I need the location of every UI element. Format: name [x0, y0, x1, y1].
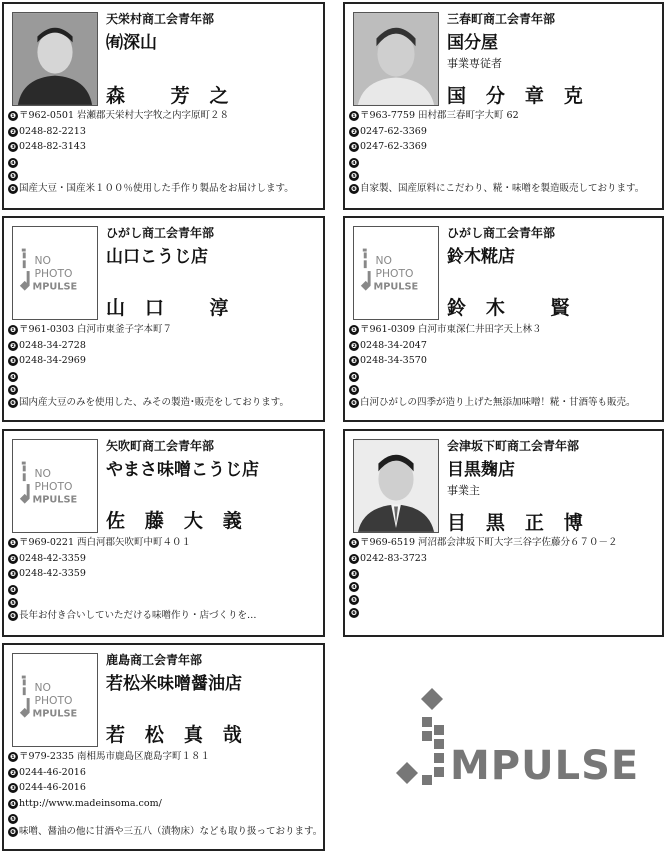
- no-photo-brand: MPULSE: [32, 708, 78, 720]
- logo-block: [422, 717, 432, 727]
- info-row-address: ❶ 〒962-0501 岩瀬郡天栄村大字牧之内字原町２８: [8, 108, 319, 124]
- no-photo-line1: NO: [34, 467, 51, 481]
- info-list: [8, 322, 319, 410]
- shop-name: 若松米味噌醤油店: [106, 674, 242, 694]
- marker-6-icon: ❻: [349, 398, 359, 408]
- org-name: 会津坂下町商工会青年部: [447, 439, 580, 453]
- info-row-address: ❶ 〒969-6519 河沼郡会津坂下町大字三谷字佐藤分６７０－２: [349, 535, 658, 551]
- info-row-pr: ❻ 自家製、国産原料にこだわり、糀・味噌を製造販売しております。: [349, 181, 658, 197]
- marker-3-icon: ❸: [8, 783, 18, 793]
- no-photo-icon: [13, 440, 97, 532]
- marker-1-icon: ❶: [349, 325, 359, 335]
- info-row-url: [349, 369, 658, 382]
- marker-3-icon: ❸: [349, 356, 359, 366]
- info-row-url: [8, 796, 319, 812]
- info-row-fax: ❸ 0244-46-2016: [8, 780, 319, 796]
- person-name: 鈴 木 賢: [447, 297, 577, 319]
- no-photo-line1: NO: [34, 681, 51, 695]
- marker-3-icon: ❸: [349, 142, 359, 152]
- marker-6-icon: ❻: [8, 827, 18, 837]
- marker-5-icon: ❺: [349, 171, 359, 181]
- info-row-url: [8, 582, 319, 595]
- role-title: 事業専従者: [447, 57, 502, 70]
- marker-2-icon: ❷: [349, 127, 359, 137]
- info-row-address: ❶ 〒979-2335 南相馬市鹿島区鹿島字町１８１: [8, 749, 319, 765]
- marker-2-icon: ❷: [8, 127, 18, 137]
- info-row-tel: ❷ 0247-62-3369: [349, 124, 658, 140]
- info-row-pr: ❻ 長年お付き合いしていただける味噌作り・店づくりを…: [8, 608, 319, 624]
- info-row-tel: ❷ 0244-46-2016: [8, 765, 319, 781]
- no-photo-brand: MPULSE: [32, 281, 78, 293]
- logo-block: [422, 731, 432, 741]
- info-row-fax: [349, 566, 658, 579]
- member-photo: [12, 12, 98, 106]
- info-list: [8, 535, 319, 623]
- info-row-email: [349, 382, 658, 395]
- person-name: 若 松 真 哉: [106, 724, 249, 746]
- marker-2-icon: ❷: [8, 554, 18, 564]
- no-photo-line2: PHOTO: [34, 479, 73, 493]
- no-photo-line2: PHOTO: [34, 266, 73, 280]
- member-card-4: [343, 216, 664, 422]
- person-name: 森 芳 之: [106, 85, 236, 107]
- info-list: [8, 108, 319, 196]
- info-row-tel: ❷ 0248-34-2728: [8, 338, 319, 354]
- info-row-tel: ❷ 0242-83-3723: [349, 551, 658, 567]
- member-card-2: [343, 2, 664, 210]
- info-row-fax: ❸ 0248-34-3570: [349, 353, 658, 369]
- info-row-pr: ❻ 国内産大豆のみを使用した、みその製造･販売をしております。: [8, 395, 319, 411]
- member-card-3: [2, 216, 325, 422]
- marker-2-icon: ❷: [349, 554, 359, 564]
- marker-6-icon: ❻: [8, 184, 18, 194]
- no-photo-icon: [13, 227, 97, 319]
- info-row-fax: ❸ 0247-62-3369: [349, 139, 658, 155]
- no-photo-placeholder: [12, 226, 98, 320]
- marker-1-icon: ❶: [8, 752, 18, 762]
- org-name: ひがし商工会青年部: [106, 226, 215, 240]
- info-row-address: ❶ 〒963-7759 田村郡三春町字大町 62: [349, 108, 658, 124]
- marker-6-icon: ❻: [8, 611, 18, 621]
- role-title: 事業主: [447, 484, 480, 497]
- marker-4-icon: ❹: [8, 158, 18, 168]
- no-photo-placeholder: [353, 226, 439, 320]
- marker-4-icon: ❹: [349, 582, 359, 592]
- org-name: ひがし商工会青年部: [447, 226, 556, 240]
- marker-4-icon: ❹: [8, 372, 18, 382]
- marker-5-icon: ❺: [8, 814, 18, 824]
- logo-block: [434, 767, 444, 777]
- shop-name: 国分屋: [447, 33, 498, 53]
- logo-text: MPULSE: [450, 743, 640, 789]
- logo-block: [434, 739, 444, 749]
- marker-1-icon: ❶: [8, 325, 18, 335]
- shop-name: 山口こうじ店: [106, 247, 208, 267]
- info-row-email: [349, 168, 658, 181]
- org-name: 三春町商工会青年部: [447, 12, 556, 26]
- marker-3-icon: ❸: [8, 569, 18, 579]
- marker-5-icon: ❺: [349, 595, 359, 605]
- marker-2-icon: ❷: [349, 341, 359, 351]
- marker-1-icon: ❶: [349, 538, 359, 548]
- info-row-fax: ❸ 0248-82-3143: [8, 139, 319, 155]
- no-photo-brand: MPULSE: [373, 281, 419, 293]
- member-photo: [353, 439, 439, 533]
- no-photo-icon: [354, 227, 438, 319]
- info-row-email: [349, 592, 658, 605]
- org-name: 矢吹町商工会青年部: [106, 439, 215, 453]
- impulse-logo: [390, 685, 640, 801]
- info-list: [8, 749, 323, 840]
- info-list: [349, 108, 658, 196]
- person-name: 目 黒 正 博: [447, 512, 590, 534]
- logo-block: [434, 753, 444, 763]
- website-link[interactable]: http://www.madeinsoma.com/: [19, 797, 162, 809]
- marker-5-icon: ❺: [349, 385, 359, 395]
- logo-block: [434, 725, 444, 735]
- info-row-fax: ❸ 0248-42-3359: [8, 566, 319, 582]
- marker-3-icon: ❸: [349, 569, 359, 579]
- marker-4-icon: ❹: [349, 158, 359, 168]
- info-row-url: [8, 155, 319, 168]
- info-row-email: [8, 595, 319, 608]
- marker-1-icon: ❶: [8, 111, 18, 121]
- marker-2-icon: ❷: [8, 341, 18, 351]
- marker-5-icon: ❺: [8, 385, 18, 395]
- marker-4-icon: ❹: [8, 585, 18, 595]
- info-row-tel: ❷ 0248-82-2213: [8, 124, 319, 140]
- person-name: 山 口 淳: [106, 297, 236, 319]
- person-name: 国 分 章 克: [447, 85, 590, 107]
- no-photo-line2: PHOTO: [34, 693, 73, 707]
- no-photo-brand: MPULSE: [32, 494, 78, 506]
- logo-block: [422, 775, 432, 785]
- info-row-tel: ❷ 0248-34-2047: [349, 338, 658, 354]
- marker-3-icon: ❸: [8, 142, 18, 152]
- marker-4-icon: ❹: [8, 799, 18, 809]
- marker-6-icon: ❻: [349, 184, 359, 194]
- logo-diamond-top: [421, 688, 443, 710]
- no-photo-icon: [13, 654, 97, 746]
- org-name: 鹿島商工会青年部: [106, 653, 203, 667]
- no-photo-placeholder: [12, 653, 98, 747]
- member-card-6: [343, 429, 664, 637]
- member-card-1: [2, 2, 325, 210]
- portrait-image: [13, 13, 97, 105]
- marker-5-icon: ❺: [8, 598, 18, 608]
- info-row-pr: ❻ 味噌、醤油の他に甘酒や三五八（漬物床）なども取り扱っております。: [8, 824, 319, 840]
- info-row-url: [349, 155, 658, 168]
- no-photo-line1: NO: [34, 254, 51, 268]
- shop-name: やまさ味噌こうじ店: [106, 460, 259, 480]
- member-card-5: [2, 429, 325, 637]
- member-photo: [353, 12, 439, 106]
- shop-name: 鈴木糀店: [447, 247, 515, 267]
- no-photo-placeholder: [12, 439, 98, 533]
- info-list: [349, 322, 658, 410]
- marker-1-icon: ❶: [8, 538, 18, 548]
- marker-6-icon: ❻: [349, 608, 359, 618]
- info-row-tel: ❷ 0248-42-3359: [8, 551, 319, 567]
- info-row-url: [349, 579, 658, 592]
- portrait-image: [354, 13, 438, 105]
- info-row-fax: ❸ 0248-34-2969: [8, 353, 319, 369]
- info-row-email: [8, 382, 319, 395]
- no-photo-line1: NO: [375, 254, 392, 268]
- marker-2-icon: ❷: [8, 768, 18, 778]
- no-photo-line2: PHOTO: [375, 266, 414, 280]
- info-row-email: [8, 168, 319, 181]
- marker-5-icon: ❺: [8, 171, 18, 181]
- marker-4-icon: ❹: [349, 372, 359, 382]
- info-row-url: [8, 369, 319, 382]
- person-name: 佐 藤 大 義: [106, 510, 249, 532]
- shop-name: ㈲深山: [106, 33, 157, 53]
- info-row-address: ❶ 〒969-0221 西白河郡矢吹町中町４０１: [8, 535, 319, 551]
- info-row-email: [8, 811, 319, 824]
- portrait-image: [354, 440, 438, 532]
- info-row-address: ❶ 〒961-0309 白河市東深仁井田字天上林３: [349, 322, 658, 338]
- info-row-pr: ❻ 白河ひがしの四季が造り上げた無添加味噌！糀・甘酒等も販売。: [349, 395, 658, 411]
- info-list: [349, 535, 658, 618]
- marker-6-icon: ❻: [8, 398, 18, 408]
- info-row-address: ❶ 〒961-0303 白河市東釜子字本町７: [8, 322, 319, 338]
- logo-diamond-bottom: [396, 762, 418, 784]
- marker-1-icon: ❶: [349, 111, 359, 121]
- info-row-pr: [349, 605, 658, 618]
- org-name: 天栄村商工会青年部: [106, 12, 215, 26]
- marker-3-icon: ❸: [8, 356, 18, 366]
- info-row-pr: ❻ 国産大豆・国産米１００％使用した手作り製品をお届けします。: [8, 181, 319, 197]
- shop-name: 目黒麹店: [447, 460, 515, 480]
- member-card-7: [2, 643, 325, 851]
